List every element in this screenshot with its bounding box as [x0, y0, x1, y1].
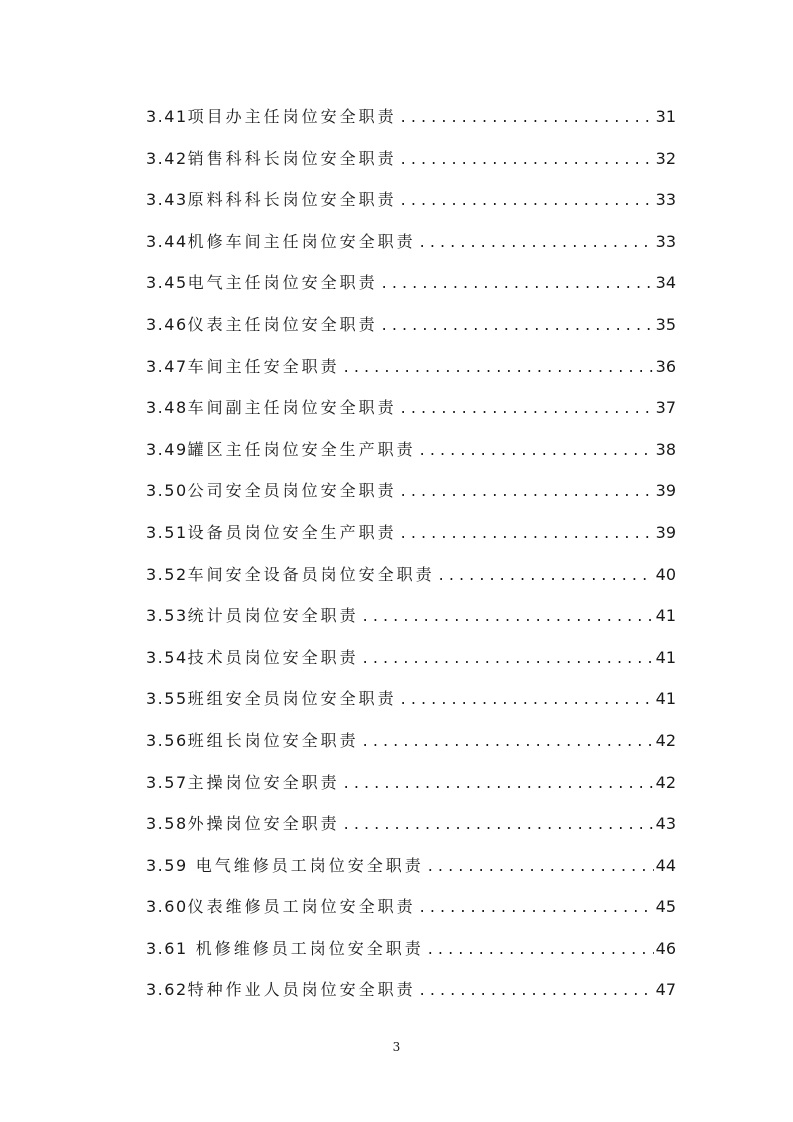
toc-entry[interactable] [146, 595, 676, 637]
toc-entry[interactable] [146, 512, 676, 554]
toc-entry-page: 39 [655, 481, 676, 501]
toc-entry-title: 车间主任安全职责 [187, 356, 340, 376]
toc-entry-page: 44 [655, 855, 676, 875]
toc-dot-leader [340, 762, 654, 804]
toc-dot-leader [397, 138, 654, 180]
toc-entry-page: 35 [655, 314, 676, 334]
toc-dot-leader [378, 262, 654, 304]
table-of-contents [146, 96, 676, 1011]
toc-entry-number: 3.56 [146, 730, 188, 750]
toc-entry-number: 3.57 [146, 772, 188, 792]
toc-entry-page: 46 [655, 938, 676, 958]
toc-entry[interactable] [146, 637, 676, 679]
toc-dot-leader [435, 554, 654, 596]
toc-dot-leader [397, 96, 654, 138]
toc-entry-page: 36 [655, 356, 676, 376]
toc-entry-page: 42 [655, 730, 676, 750]
toc-dot-leader [397, 512, 654, 554]
toc-entry[interactable] [146, 969, 676, 1011]
toc-entry-title: 外操岗位安全职责 [187, 814, 340, 834]
toc-entry-number: 3.45 [146, 273, 188, 293]
toc-entry-title: 仪表维修员工岗位安全职责 [187, 897, 416, 917]
toc-entry[interactable] [146, 762, 676, 804]
toc-entry[interactable] [146, 845, 676, 887]
toc-dot-leader [416, 221, 654, 263]
toc-entry-title: 主操岗位安全职责 [187, 772, 340, 792]
toc-entry-page: 32 [655, 148, 676, 168]
toc-entry-title: 机修车间主任岗位安全职责 [187, 231, 416, 251]
toc-entry[interactable] [146, 96, 676, 138]
toc-entry-number: 3.62 [146, 980, 188, 1000]
toc-entry[interactable] [146, 346, 676, 388]
toc-entry[interactable] [146, 720, 676, 762]
toc-entry-number: 3.60 [146, 897, 188, 917]
toc-dot-leader [340, 346, 654, 388]
toc-entry-title: 设备员岗位安全生产职责 [187, 522, 397, 542]
toc-entry[interactable] [146, 429, 676, 471]
toc-entry[interactable] [146, 928, 676, 970]
toc-entry-page: 39 [655, 522, 676, 542]
toc-entry-number: 3.50 [146, 481, 188, 501]
toc-entry-title: 车间副主任岗位安全职责 [187, 398, 397, 418]
toc-entry-title: 销售科科长岗位安全职责 [187, 148, 397, 168]
toc-entry-title: 电气主任岗位安全职责 [187, 273, 378, 293]
toc-entry[interactable] [146, 221, 676, 263]
toc-entry-title: 班组长岗位安全职责 [187, 730, 359, 750]
toc-entry-number: 3.42 [146, 148, 188, 168]
toc-entry-page: 37 [655, 398, 676, 418]
toc-entry[interactable] [146, 138, 676, 180]
toc-entry-page: 34 [655, 273, 676, 293]
toc-dot-leader [416, 429, 654, 471]
toc-entry-number: 3.53 [146, 606, 188, 626]
toc-entry-number: 3.51 [146, 522, 188, 542]
toc-entry-page: 45 [655, 897, 676, 917]
toc-entry-page: 41 [655, 647, 676, 667]
toc-entry-page: 43 [655, 814, 676, 834]
toc-dot-leader [397, 678, 654, 720]
toc-entry[interactable] [146, 387, 676, 429]
toc-entry-page: 42 [655, 772, 676, 792]
toc-entry[interactable] [146, 470, 676, 512]
toc-dot-leader [397, 470, 654, 512]
toc-entry-title: 仪表主任岗位安全职责 [187, 314, 378, 334]
toc-dot-leader [397, 387, 654, 429]
toc-entry-title: 原料科科长岗位安全职责 [187, 190, 397, 210]
toc-entry-number: 3.47 [146, 356, 188, 376]
toc-entry-title: 特种作业人员岗位安全职责 [187, 980, 416, 1000]
toc-entry-number: 3.44 [146, 231, 188, 251]
toc-entry[interactable] [146, 554, 676, 596]
toc-entry-number: 3.48 [146, 398, 188, 418]
toc-dot-leader [378, 304, 654, 346]
toc-entry-number: 3.61 [146, 938, 188, 958]
toc-entry-number: 3.46 [146, 314, 188, 334]
toc-entry-page: 38 [655, 439, 676, 459]
toc-entry[interactable] [146, 803, 676, 845]
toc-entry-page: 31 [655, 107, 676, 126]
toc-entry-title: 车间安全设备员岗位安全职责 [187, 564, 435, 584]
toc-entry-title: 班组安全员岗位安全职责 [187, 689, 397, 709]
toc-dot-leader [359, 720, 654, 762]
toc-dot-leader [416, 886, 654, 928]
page-number: 3 [392, 1040, 401, 1054]
toc-entry-title: 电气维修员工岗位安全职责 [187, 855, 424, 875]
toc-dot-leader [424, 845, 654, 887]
toc-entry-page: 41 [655, 606, 676, 626]
toc-entry[interactable] [146, 304, 676, 346]
toc-entry-number: 3.41 [146, 107, 188, 126]
toc-entry-title: 统计员岗位安全职责 [187, 606, 359, 626]
toc-dot-leader [359, 595, 654, 637]
toc-dot-leader [416, 969, 654, 1011]
toc-entry-title: 机修维修员工岗位安全职责 [187, 938, 424, 958]
toc-entry-number: 3.43 [146, 190, 188, 210]
toc-entry[interactable] [146, 678, 676, 720]
toc-entry[interactable] [146, 262, 676, 304]
toc-entry-page: 41 [655, 689, 676, 709]
toc-entry-title: 技术员岗位安全职责 [187, 647, 359, 667]
toc-dot-leader [397, 179, 654, 221]
toc-dot-leader [359, 637, 654, 679]
toc-entry-title: 项目办主任岗位安全职责 [187, 107, 397, 126]
toc-entry-title: 公司安全员岗位安全职责 [187, 481, 397, 501]
toc-entry-number: 3.54 [146, 647, 188, 667]
toc-entry-page: 33 [655, 190, 676, 210]
toc-entry[interactable] [146, 886, 676, 928]
toc-dot-leader [340, 803, 654, 845]
toc-entry-number: 3.52 [146, 564, 188, 584]
toc-entry-page: 47 [655, 980, 676, 1000]
toc-entry[interactable] [146, 179, 676, 221]
toc-entry-page: 33 [655, 231, 676, 251]
toc-entry-title: 罐区主任岗位安全生产职责 [187, 439, 416, 459]
toc-entry-page: 40 [655, 564, 676, 584]
toc-dot-leader [424, 928, 654, 970]
toc-entry-number: 3.59 [146, 855, 188, 875]
toc-entry-number: 3.58 [146, 814, 188, 834]
toc-entry-number: 3.49 [146, 439, 188, 459]
toc-entry-number: 3.55 [146, 689, 188, 709]
